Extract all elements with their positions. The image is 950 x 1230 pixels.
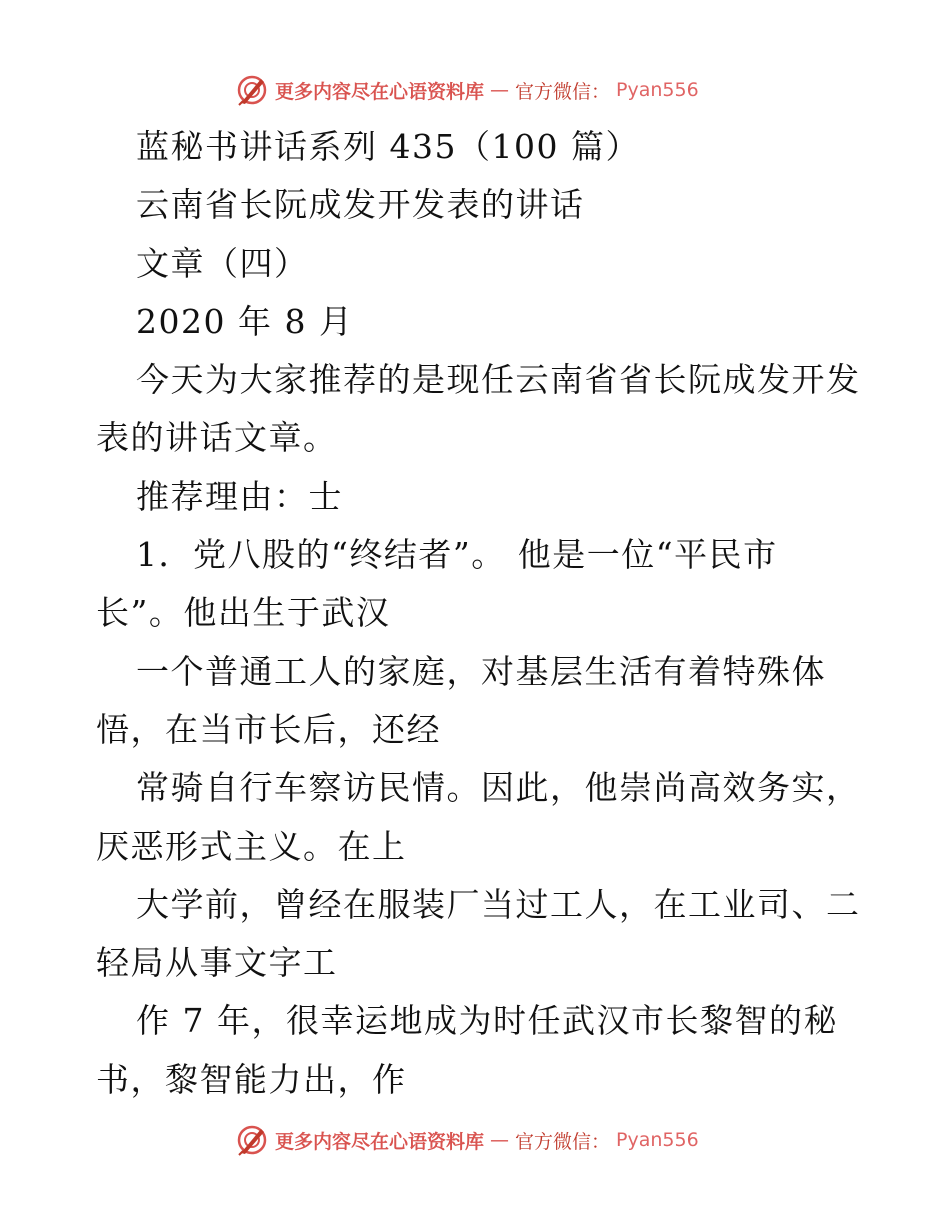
watermark-main-text: 更多内容尽在心语资料库 xyxy=(275,80,485,103)
doc-line: 悟，在当市长后，还经 xyxy=(96,709,441,749)
doc-line-part: 文章（四） xyxy=(136,243,309,283)
doc-line-subject: 云南省长阮成发开发表的讲话 xyxy=(136,185,585,225)
doc-line-date: 2020 年 8 月 xyxy=(136,301,354,341)
doc-line: 一个普通工人的家庭，对基层生活有着特殊体 xyxy=(136,651,826,691)
doc-line-series-title: 蓝秘书讲话系列 435（100 篇） xyxy=(136,127,640,166)
doc-line: 推荐理由：士 xyxy=(136,476,343,516)
doc-line: 今天为大家推荐的是现任云南省省长阮成发开发 xyxy=(136,360,861,400)
document-body xyxy=(96,118,866,1109)
doc-line: 长”。他出生于武汉 xyxy=(96,593,391,633)
watermark-header xyxy=(235,70,755,110)
watermark-separator: — xyxy=(490,1129,510,1151)
watermark-wechat-id: Pyan556 xyxy=(616,79,699,101)
doc-line: 常骑自行车察访民情。因此，他崇尚高效务实， xyxy=(136,768,861,808)
doc-line: 书，黎智能力出，作 xyxy=(96,1059,407,1099)
doc-line: 1．党八股的“终结者”。 他是一位“平民市 xyxy=(136,535,778,575)
quill-seal-icon xyxy=(235,1123,269,1157)
doc-line: 厌恶形式主义。在上 xyxy=(96,826,407,866)
doc-line: 表的讲话文章。 xyxy=(96,418,338,458)
watermark-footer xyxy=(235,1120,755,1160)
quill-seal-icon xyxy=(235,73,269,107)
watermark-sub-text: 官方微信： xyxy=(515,1130,611,1153)
doc-line: 大学前，曾经在服装厂当过工人，在工业司、二 xyxy=(136,884,861,924)
watermark-main-text: 更多内容尽在心语资料库 xyxy=(275,1130,485,1153)
doc-line: 作 7 年，很幸运地成为时任武汉市长黎智的秘 xyxy=(136,1001,838,1041)
watermark-wechat-id: Pyan556 xyxy=(616,1129,699,1151)
doc-line: 轻局从事文字工 xyxy=(96,943,338,983)
watermark-separator: — xyxy=(490,79,510,101)
watermark-sub-text: 官方微信： xyxy=(515,80,611,103)
